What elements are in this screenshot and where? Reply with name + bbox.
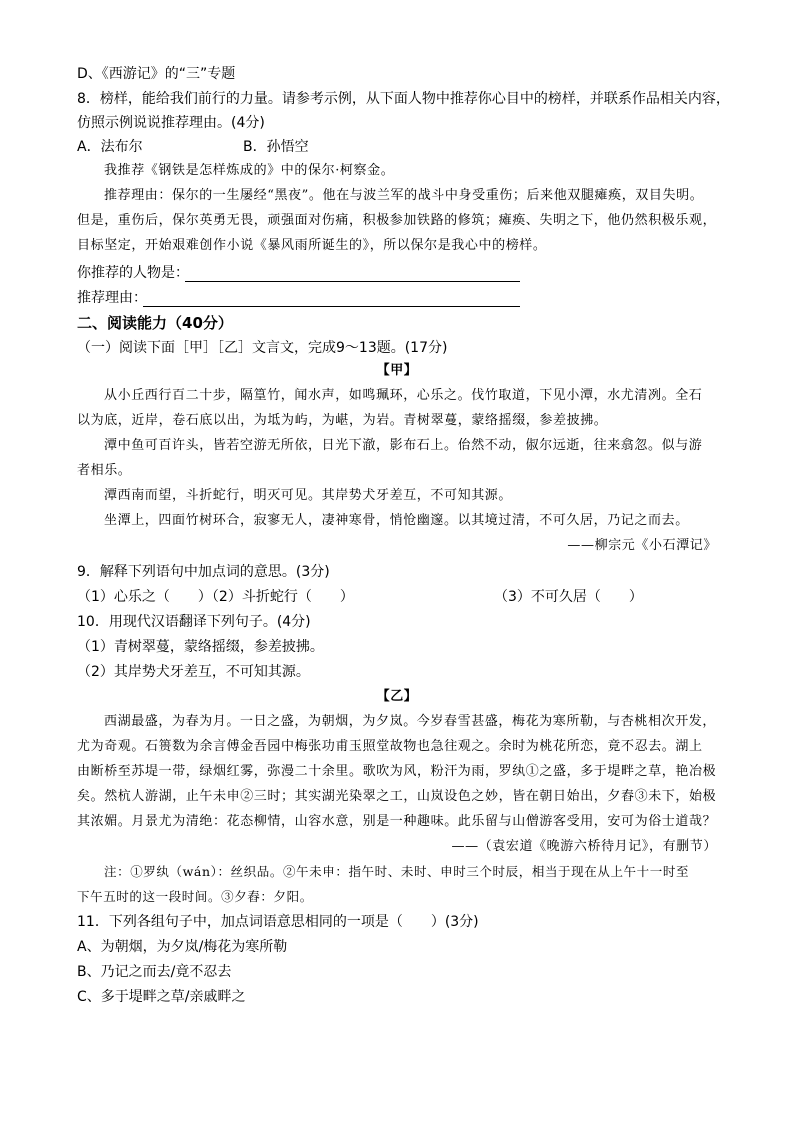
passage-yi-note-2: 下午五时的这一段时间。③夕舂：夕阳。 [77, 889, 313, 904]
question-9-prompt: 9．解释下列语句中加点词的意思。(3分) [77, 564, 330, 580]
passage-yi-source: ——（袁宏道《晚游六桥待月记》，有删节） [451, 839, 717, 854]
question-11-option-b: B、乃记之而去/竟不忍去 [77, 964, 232, 980]
passage-jia-title: 【甲】 [376, 363, 418, 378]
example-line-2: 推荐理由：保尔的一生屡经“黑夜”。他在与波兰军的战斗中身受重伤；后来他双腿瘫痪，双目失明。 [104, 188, 704, 203]
recommend-reason-label: 推荐理由： [77, 290, 147, 306]
passage-yi-line-1: 西湖最盛，为春为月。一日之盛，为朝烟，为夕岚。今岁春雪甚盛，梅花为寒所勒，与杏桃相次开发， [104, 714, 717, 729]
passage-jia-source: ——柳宗元《小石潭记》 [567, 538, 717, 553]
example-line-4: 目标坚定，开始艰难创作小说《暴风雨所诞生的》，所以保尔是我心中的榜样。 [77, 238, 547, 253]
option-d-text: D、《西游记》的“三”专题 [77, 66, 236, 82]
passage-jia-line-2: 以为底，近岸，卷石底以出，为坻为屿，为嵁，为岩。青树翠蔓，蒙络摇缀，参差披拂。 [77, 413, 608, 428]
question-10-item-2: （2）其岸势犬牙差互，不可知其源。 [77, 664, 310, 680]
passage-yi-line-4: 矣。然杭人游湖，止午未申②三时；其实湖光染翠之工，山岚设色之妙，皆在朝日始出，夕舂③未下，始极 [77, 789, 717, 804]
option-b: B．孙悟空 [243, 139, 309, 155]
passage-yi-line-5: 其浓媚。月景尤为清绝：花态柳情，山容水意，别是一种趣味。此乐留与山僧游客受用，安可为俗士道哉？ [77, 814, 717, 829]
passage-jia-line-4: 者相乐。 [77, 463, 132, 478]
question-8-prompt-cont: 仿照示例说说推荐理由。(4分) [77, 115, 265, 131]
question-10-item-1: （1）青树翠蔓，蒙络摇缀，参差披拂。 [77, 639, 324, 655]
question-8-prompt: 8．榜样，能给我们前行的力量。请参考示例，从下面人物中推荐你心目中的榜样，并联系作品相关内容， [77, 91, 730, 107]
question-11-option-c: C、多于堤畔之草/亲戚畔之 [77, 989, 246, 1005]
question-11-prompt: 11．下列各组句子中，加点词语意思相同的一项是（ ）(3分) [77, 914, 479, 930]
passage-jia-line-3: 潭中鱼可百许头，皆若空游无所依，日光下澈，影布石上。佁然不动，俶尔远逝，往来翕忽。似与游 [104, 438, 703, 453]
question-10-prompt: 10．用现代汉语翻译下列句子。(4分) [77, 614, 311, 630]
recommend-reason-answer-line[interactable] [143, 306, 520, 307]
section-2-heading: 二、阅读能力（40分） [77, 314, 233, 332]
passage-yi-line-2: 尤为奇观。石篑数为余言傅金吾园中梅张功甫玉照堂故物也急往观之。余时为桃花所恋，竟不忍去。湖上 [77, 739, 703, 754]
question-9-item-3: （3）不可久居（ ） [494, 589, 643, 605]
passage-yi-note-1: 注：①罗纨（wán）：丝织品。②午未申：指午时、未时、申时三个时辰，相当于现在从上午十一时至 [104, 864, 690, 879]
option-a: A．法布尔 [77, 139, 143, 155]
question-11-option-a: A、为朝烟，为夕岚/梅花为寒所勒 [77, 939, 288, 955]
passage-jia-line-6: 坐潭上，四面竹树环合，寂寥无人，凄神寒骨，悄怆幽邃。以其境过清，不可久居，乃记之而去。 [104, 513, 689, 528]
example-line-3: 但是，重伤后，保尔英勇无畏，顽强面对伤痛，积极参加铁路的修筑；瘫痪、失明之下，他仍然积极乐观， [77, 213, 717, 228]
recommend-person-answer-line[interactable] [185, 281, 520, 282]
passage-jia-line-5: 潭西南而望，斗折蛇行，明灭可见。其岸势犬牙差互，不可知其源。 [104, 488, 513, 503]
passage-jia-line-1: 从小丘西行百二十步，隔篁竹，闻水声，如鸣珮环，心乐之。伐竹取道，下见小潭，水尤清冽。全石 [104, 388, 703, 403]
reading-instruction: （一）阅读下面［甲］［乙］文言文，完成9～13题。(17分) [77, 340, 448, 356]
passage-yi-title: 【乙】 [376, 689, 418, 704]
question-9-items-1-2: （1）心乐之（ ）（2）斗折蛇行（ ） [77, 589, 354, 605]
recommend-person-label: 你推荐的人物是： [77, 265, 189, 281]
example-line-1: 我推荐《钢铁是怎样炼成的》中的保尔·柯察金。 [104, 163, 395, 178]
passage-yi-line-3: 由断桥至苏堤一带，绿烟红雾，弥漫二十余里。歌吹为风，粉汗为雨，罗纨①之盛，多于堤畔之草，艳冶极 [77, 764, 717, 779]
